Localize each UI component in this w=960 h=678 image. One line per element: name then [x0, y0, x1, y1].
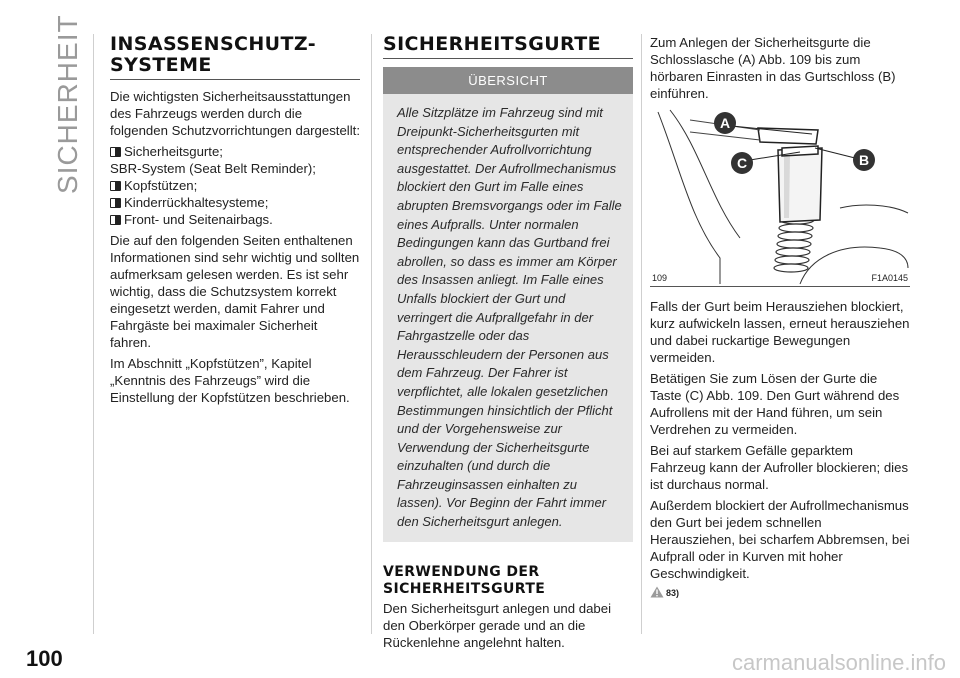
warning-triangle-icon	[650, 586, 664, 598]
subheading-line-2: SICHERHEITSGURTE	[383, 580, 546, 597]
seat-cushion-outline	[840, 205, 908, 213]
column-divider-1	[371, 34, 372, 634]
chapter-side-tab-label: SICHERHEIT	[52, 14, 83, 194]
list-item-text: Front- und Seitenairbags.	[124, 212, 273, 227]
column-occupant-protection	[110, 34, 360, 410]
seat-outline	[658, 112, 720, 284]
book-icon	[110, 147, 120, 157]
margin-divider	[93, 34, 94, 634]
figure-109	[650, 108, 910, 298]
blocked-belt-paragraph: Falls der Gurt beim Herausziehen blockiert, kurz aufwickeln lassen, erneut herausziehen und dabei ruckartige Bewegungen vermeiden.	[650, 299, 910, 365]
seat-belt-buckle-illustration	[650, 108, 910, 286]
book-icon	[110, 198, 120, 208]
list-item-text: Kinderrückhaltesysteme;	[124, 195, 269, 210]
list-item-text: Kopfstützen;	[124, 178, 198, 193]
figure-number: 109	[652, 273, 668, 283]
column-divider-2	[641, 34, 642, 634]
page-number: 100	[26, 646, 63, 671]
heading-rule	[383, 58, 633, 59]
belt-use-paragraph: Den Sicherheitsgurt anlegen und dabei den Oberkörper gerade und an die Rückenlehne angelehnt halten.	[383, 600, 612, 650]
fasten-paragraph: Zum Anlegen der Sicherheitsgurte die Schlosslasche (A) Abb. 109 bis zum hörbaren Einrasten in das Gurtschloss (B) einführen.	[650, 35, 896, 101]
list-item	[110, 194, 360, 211]
subheading-belt-use	[383, 564, 633, 598]
heading-line-1: INSASSENSCHUTZ-	[110, 33, 317, 55]
figure-code: F1A0145	[871, 273, 908, 283]
latch-plate	[758, 128, 818, 144]
headrest-reference-paragraph: Im Abschnitt „Kopfstützen”, Kapitel „Kenntnis des Fahrzeugs” wird die Einstellung der Kopfstützen beschrieben.	[110, 356, 350, 405]
warning-reference-number: 83)	[666, 588, 680, 598]
release-paragraph: Betätigen Sie zum Lösen der Gurte die Taste (C) Abb. 109. Den Gurt während des Aufrollens mit der Hand führen, um sein Verdrehen zu vermeiden.	[650, 371, 900, 437]
locking-paragraph: Außerdem blockiert der Aufrollmechanismus den Gurt bei jedem schnellen Herausziehen, bei scharfem Abbremsen, bei Aufprall oder in Kurven mit hoher Geschwindigkeit.	[650, 498, 910, 581]
list-item	[110, 160, 360, 177]
overview-text: Alle Sitzplätze im Fahrzeug sind mit Dreipunkt-Sicherheitsgurten mit entsprechender Aufrollvorrichtung ausgestattet. Der Aufrollmechanismus blockiert den Gurt im Falle eines abrupten Bremsvorgangs oder im Falle eines Aufpralls. Unter normalen Bedingungen kann das Gurtband frei abrollen, so dass es immer am Körper des Insassen anliegt. Im Falle eines Unfalls blockiert der Gurt und verringert die Aufprallgefahr in der Fahrgastzelle oder das Herausschleudern der Personen aus dem Fahrzeug. Der Fahrer ist verpflichtet, alle lokalen gesetzlichen Bestimmungen hinsichtlich der Pflicht und der Vorgehensweise zur Verwendung der Sicherheitsgurte einzuhalten (und durch die Fahrzeuginsassen einhalten zu lassen). Vor Beginn der Fahrt immer den Sicherheitsgurt anlegen.	[397, 105, 622, 530]
book-icon	[110, 215, 120, 225]
list-item	[110, 143, 360, 160]
callout-c-label: C	[736, 155, 748, 171]
list-item	[110, 177, 360, 194]
buckle-spring	[774, 216, 814, 272]
intro-paragraph: Die wichtigsten Sicherheitsausstattungen des Fahrzeugs werden durch die folgenden Schutzvorrichtungen dargestellt:	[110, 89, 360, 138]
list-item-text: Sicherheitsgurte;	[124, 144, 223, 159]
callout-b-label: B	[858, 152, 870, 168]
list-item-text: SBR-System (Seat Belt Reminder);	[110, 161, 316, 176]
subheading-line-1: VERWENDUNG DER	[383, 563, 540, 580]
list-item	[110, 211, 360, 228]
heading-rule	[110, 79, 360, 80]
figure-rule	[650, 286, 910, 287]
section-heading-occupant-protection	[110, 34, 360, 76]
chapter-side-tab	[52, 14, 83, 194]
section-heading-seat-belts: SICHERHEITSGURTE	[383, 33, 601, 55]
heading-line-2: SYSTEME	[110, 54, 212, 76]
column-belt-instructions	[650, 34, 910, 598]
protection-list	[110, 143, 360, 228]
buckle-housing-shade	[784, 154, 790, 218]
column-seat-belts	[383, 34, 633, 655]
overview-box	[383, 94, 633, 542]
overview-title-bar: ÜBERSICHT	[383, 67, 633, 94]
watermark: carmanualsonline.info	[731, 650, 946, 675]
slope-paragraph: Bei auf starkem Gefälle geparktem Fahrzeug kann der Aufroller blockieren; dies ist durchaus normal.	[650, 443, 909, 492]
warning-reference	[650, 586, 910, 598]
callout-a-label: A	[719, 115, 731, 131]
book-icon	[110, 181, 120, 191]
importance-paragraph: Die auf den folgenden Seiten enthaltenen Informationen sind sehr wichtig und sollten aufmerksam gelesen werden. Es ist sehr wichtig, dass die Schutzsystem korrekt eingesetzt werden, damit Fahrer und Fahrgäste bei maximaler Sicherheit fahren.	[110, 233, 360, 350]
